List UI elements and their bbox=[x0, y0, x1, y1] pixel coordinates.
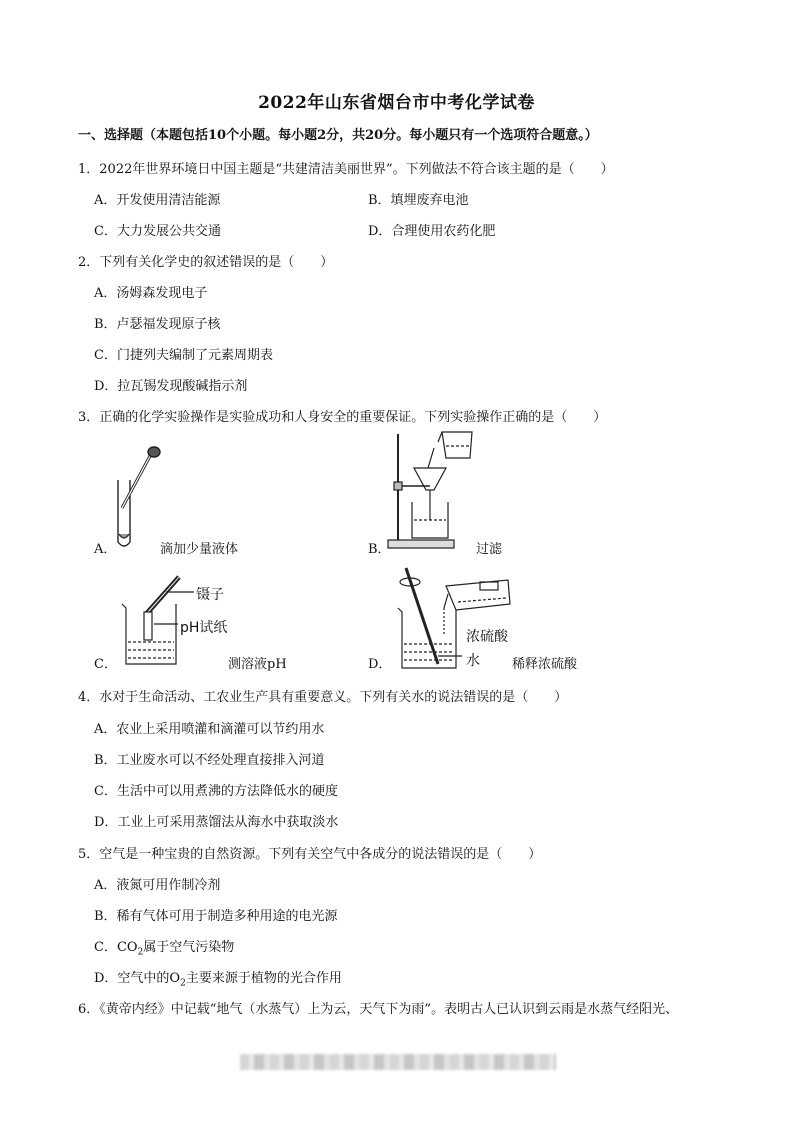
q3-option-b-letter: B． bbox=[368, 542, 391, 557]
footer-watermark bbox=[240, 1054, 556, 1070]
q5-d-text-post: 主要来源于植物的光合作用 bbox=[185, 971, 342, 986]
dilute-acid-figure bbox=[392, 564, 522, 672]
question-1-stem: 1．2022年世界环境日中国主题是“共建清洁美丽世界”。下列做法不符合该主题的是（ ） bbox=[78, 162, 614, 177]
q1-option-a: A．开发使用清洁能源 bbox=[94, 193, 221, 208]
tweezers-label: 镊子 bbox=[196, 587, 224, 603]
q5-option-a: A．液氮可用作制冷剂 bbox=[94, 878, 221, 893]
q5-c-text-pre: C．CO bbox=[94, 940, 138, 955]
q2-option-d: D．拉瓦锡发现酸碱指示剂 bbox=[94, 379, 248, 394]
question-6-stem: 6．《黄帝内经》中记载“地气（水蒸气）上为云，天气下为雨”。表明古人已认识到云雨是水蒸气经阳光、 bbox=[78, 1002, 679, 1017]
q5-d-subscript: 2 bbox=[180, 978, 186, 989]
q5-c-text-post: 属于空气污染物 bbox=[143, 940, 235, 955]
q2-option-c: C．门捷列夫编制了元素周期表 bbox=[94, 348, 273, 363]
page-title: 2022年山东省烟台市中考化学试卷 bbox=[258, 93, 535, 113]
q5-c-subscript: 2 bbox=[137, 947, 144, 958]
q3-option-a-caption: 滴加少量液体 bbox=[160, 542, 239, 557]
q1-option-d: D．合理使用农药化肥 bbox=[368, 224, 496, 239]
question-5-stem: 5．空气是一种宝贵的自然资源。下列有关空气中各成分的说法错误的是（ ） bbox=[78, 847, 542, 862]
q3-option-a-letter: A． bbox=[94, 542, 117, 557]
q4-option-c: C．生活中可以用煮沸的方法降低水的硬度 bbox=[94, 784, 338, 799]
ph-paper-label: pH试纸 bbox=[180, 620, 228, 636]
q5-d-text-pre: D．空气中的O bbox=[94, 971, 181, 986]
question-4-stem: 4．水对于生命活动、工农业生产具有重要意义。下列有关水的说法错误的是（ ） bbox=[78, 690, 568, 705]
q4-option-a: A．农业上采用喷灌和滴灌可以节约用水 bbox=[94, 722, 325, 737]
q4-option-d: D．工业上可采用蒸馏法从海水中获取淡水 bbox=[94, 815, 339, 830]
filtration-figure bbox=[384, 428, 484, 552]
acid-label: 浓硫酸 bbox=[466, 629, 508, 645]
q4-option-b: B．工业废水可以不经处理直接排入河道 bbox=[94, 753, 325, 768]
q5-option-b: B．稀有气体可用于制造多种用途的电光源 bbox=[94, 909, 338, 924]
q2-option-a: A．汤姆森发现电子 bbox=[94, 286, 208, 301]
q3-option-c-letter: C． bbox=[94, 657, 117, 672]
question-3-stem: 3．正确的化学实验操作是实验成功和人身安全的重要保证。下列实验操作正确的是（ ） bbox=[78, 410, 607, 425]
q2-option-b: B．卢瑟福发现原子核 bbox=[94, 317, 221, 332]
q3-option-d-caption: 稀释浓硫酸 bbox=[512, 657, 578, 672]
q5-option-d bbox=[94, 967, 342, 989]
q3-option-d-letter: D． bbox=[368, 657, 392, 672]
q5-option-c bbox=[94, 936, 234, 958]
section-heading: 一、选择题（本题包括10个小题。每小题2分，共20分。每小题只有一个选项符合题意。） bbox=[78, 128, 598, 143]
q3-option-c-caption: 测溶液pH bbox=[228, 657, 287, 672]
q1-option-c: C．大力发展公共交通 bbox=[94, 224, 221, 239]
dropper-testtube-figure bbox=[110, 444, 170, 552]
q3-option-b-caption: 过滤 bbox=[476, 542, 503, 557]
question-2-stem: 2．下列有关化学史的叙述错误的是（ ） bbox=[78, 255, 334, 270]
q1-option-b: B．填埋废弃电池 bbox=[368, 193, 469, 208]
water-label: 水 bbox=[466, 653, 480, 669]
